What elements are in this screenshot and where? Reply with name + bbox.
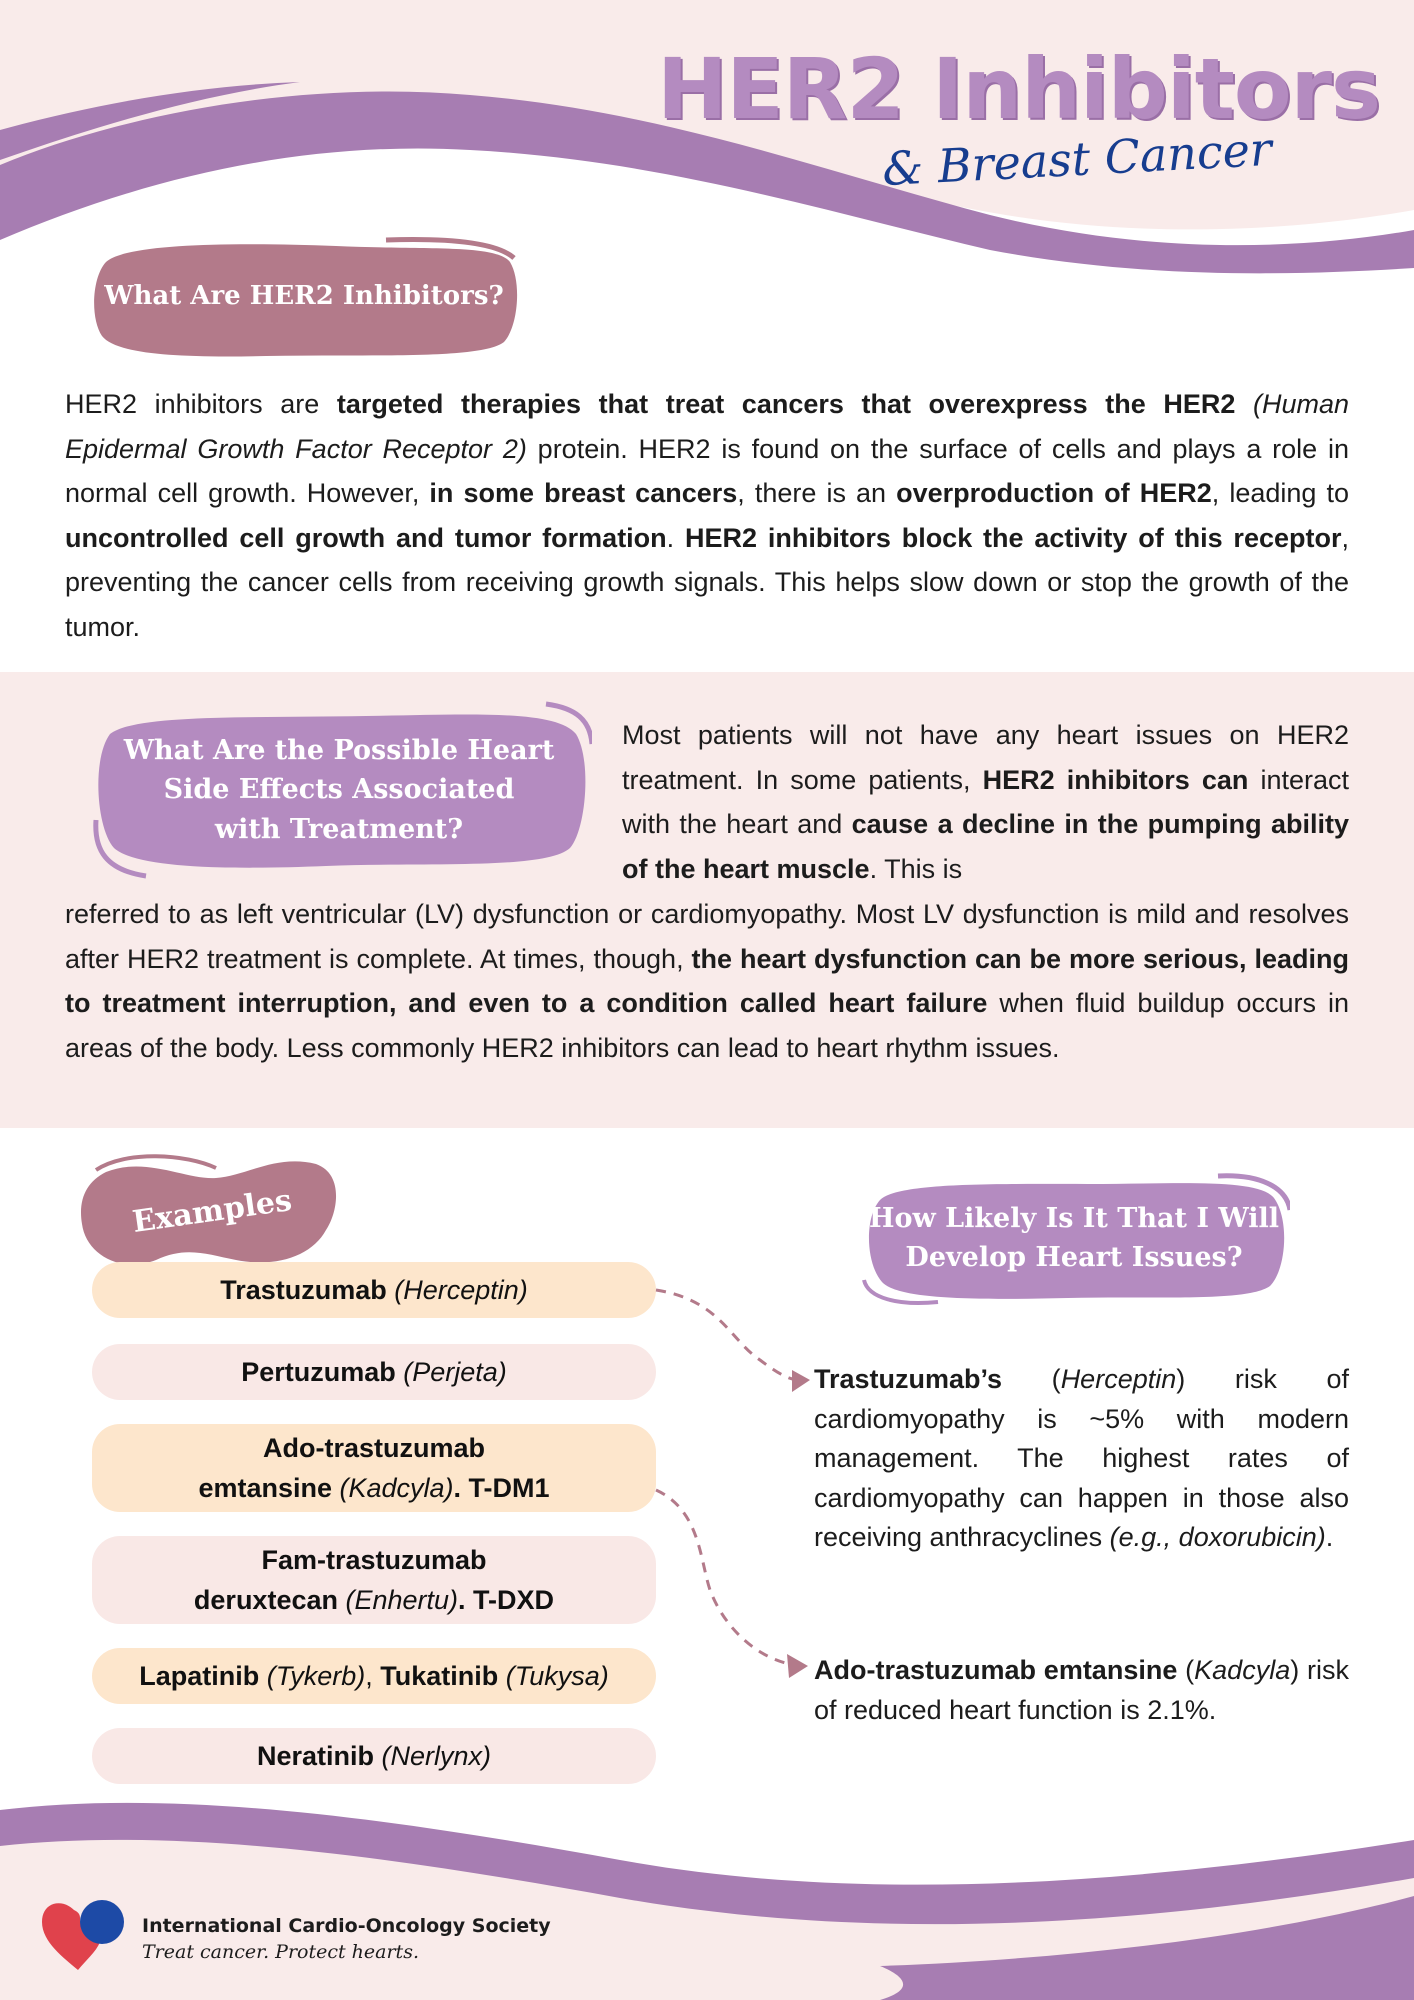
arrowhead-icon — [792, 1370, 810, 1392]
text-run: HER2 inhibitors are — [65, 389, 337, 419]
drug-name: Neratinib — [256, 1741, 374, 1771]
icos-logo-icon — [38, 1898, 134, 1974]
text-run: ) risk of cardiomyopathy is ~5% with modern management. The highest rates of cardiomyopathy can happen in those also receiving anthracyclines — [814, 1364, 1349, 1552]
text-run: , preventing the cancer cells from receiving growth signals. This helps slow down or stop the growth of the tumor. — [65, 522, 1349, 642]
example-line — [198, 1468, 549, 1508]
heart-effects-paragraph-right — [622, 713, 1349, 891]
brand-name: (Tukysa) — [498, 1661, 609, 1691]
drug-name: Ado-trastuzumab — [263, 1433, 485, 1463]
text-run: , there is an — [737, 478, 897, 508]
drug-name: deruxtecan — [193, 1585, 338, 1615]
example-line — [220, 1270, 528, 1310]
example-item — [92, 1424, 656, 1512]
text-run-bold: overproduction of HER2 — [896, 478, 1212, 508]
example-line — [257, 1736, 491, 1776]
section-label-text: Examples — [130, 1183, 294, 1241]
section-label-heart-effects — [86, 700, 592, 880]
brand-name: (Enhertu) — [337, 1585, 459, 1615]
likelihood-item-kadcyla — [814, 1651, 1349, 1730]
text-run: . This is — [869, 853, 963, 884]
label-line: How Likely Is It That I Will — [868, 1202, 1280, 1234]
example-item — [92, 1536, 656, 1624]
label-line: with Treatment? — [214, 813, 464, 845]
text-run-italic: Herceptin — [1060, 1364, 1177, 1394]
section-label-what-are — [86, 232, 522, 362]
section-label-text — [869, 1199, 1279, 1277]
text-run: referred to as left ventricular (LV) dysfunction or cardiomyopathy. Most LV dysfunction is mild and resolves after HER2 treatment is complete. At times, though, — [65, 899, 1349, 974]
text-run-bold: cause a decline in the pumping ability of the heart muscle — [622, 809, 1349, 884]
drug-abbrev: . T-DM1 — [453, 1473, 550, 1503]
drug-name: Tukatinib — [380, 1661, 499, 1691]
text-run-bold: Trastuzumab’s — [814, 1364, 1003, 1394]
text-run-bold: HER2 inhibitors block the activity of this receptor — [685, 522, 1342, 553]
text-run: , leading to — [1211, 478, 1349, 508]
text-run-bold: in some breast cancers — [429, 478, 738, 508]
arrow-line — [656, 1290, 800, 1380]
text-run: . — [1325, 1522, 1334, 1552]
text-run: interact with the heart and — [622, 764, 1349, 839]
text-run: Most patients will not have any heart issues on HER2 treatment. In some patients, — [622, 720, 1349, 795]
example-line — [261, 1540, 486, 1580]
text-run-italic: Kadcyla — [1194, 1655, 1291, 1685]
text-run: protein. HER2 is found on the surface of cells and plays a role in normal cell growth. However, — [65, 433, 1350, 508]
text-run-italic: (e.g., doxorubicin) — [1109, 1522, 1326, 1552]
brand-name: (Kadcyla) — [332, 1473, 454, 1503]
text-run: ) risk of reduced heart function is 2.1%. — [814, 1655, 1349, 1725]
text-run-bold: uncontrolled cell growth and tumor formation — [65, 522, 667, 553]
example-line — [263, 1428, 485, 1468]
text-run: . — [666, 522, 686, 553]
footer-tagline: Treat cancer. Protect hearts. — [142, 1941, 419, 1963]
text-run: when fluid buildup occurs in areas of the body. Less commonly HER2 inhibitors can lead to heart rhythm issues. — [65, 988, 1349, 1063]
page-title: HER2 Inhibitors — [657, 40, 1380, 138]
intro-paragraph — [65, 382, 1349, 649]
label-line: What Are the Possible Heart — [123, 735, 555, 767]
text-run-bold: the heart dysfunction can be more serious, leading to treatment interruption, and even to a condition called heart failure — [65, 943, 1349, 1018]
footer-wave — [0, 1790, 1414, 2000]
drug-name: emtansine — [198, 1473, 332, 1503]
page-subtitle: & Breast Cancer — [880, 121, 1274, 197]
drug-name: Fam-trastuzumab — [261, 1545, 487, 1575]
example-item — [92, 1344, 656, 1400]
brand-name: (Perjeta) — [395, 1357, 507, 1387]
text-run-bold: Ado-trastuzumab emtansine — [814, 1655, 1178, 1685]
label-line: Develop Heart Issues? — [905, 1242, 1243, 1273]
example-line — [194, 1580, 554, 1620]
footer-org-name: International Cardio-Oncology Society — [142, 1915, 551, 1937]
text-run: ( — [1002, 1364, 1061, 1394]
section-label-likelihood — [858, 1170, 1290, 1306]
text-run: ( — [1177, 1655, 1195, 1685]
drug-name: Lapatinib — [139, 1661, 260, 1691]
label-line: Side Effects Associated — [163, 774, 515, 806]
example-item — [92, 1648, 656, 1704]
brand-name: (Tykerb) — [259, 1661, 366, 1691]
brand-name: (Nerlynx) — [374, 1741, 492, 1771]
drug-name: Trastuzumab — [220, 1275, 387, 1305]
example-item — [92, 1728, 656, 1784]
likelihood-item-trastuzumab — [814, 1360, 1349, 1558]
section-label-text — [124, 731, 555, 848]
text-run-bold: HER2 inhibitors can — [982, 764, 1249, 795]
heart-effects-paragraph-full — [65, 892, 1349, 1070]
arrowhead-icon — [787, 1654, 808, 1678]
example-line — [241, 1352, 507, 1392]
text-run-italic: (Human Epidermal Growth Factor Receptor 2) — [65, 389, 1349, 464]
text-run-bold: targeted therapies that treat cancers that overexpress the HER2 — [336, 389, 1236, 419]
section-label-text: What Are HER2 Inhibitors? — [104, 281, 504, 312]
drug-name: Pertuzumab — [241, 1357, 396, 1387]
drug-abbrev: . T-DXD — [458, 1585, 555, 1615]
text-run — [1235, 389, 1253, 419]
example-item — [92, 1262, 656, 1318]
section-label-examples — [76, 1150, 348, 1274]
brand-name: (Herceptin) — [386, 1275, 528, 1305]
example-line — [139, 1656, 609, 1696]
separator: , — [365, 1661, 381, 1691]
arrow-line — [656, 1490, 795, 1665]
